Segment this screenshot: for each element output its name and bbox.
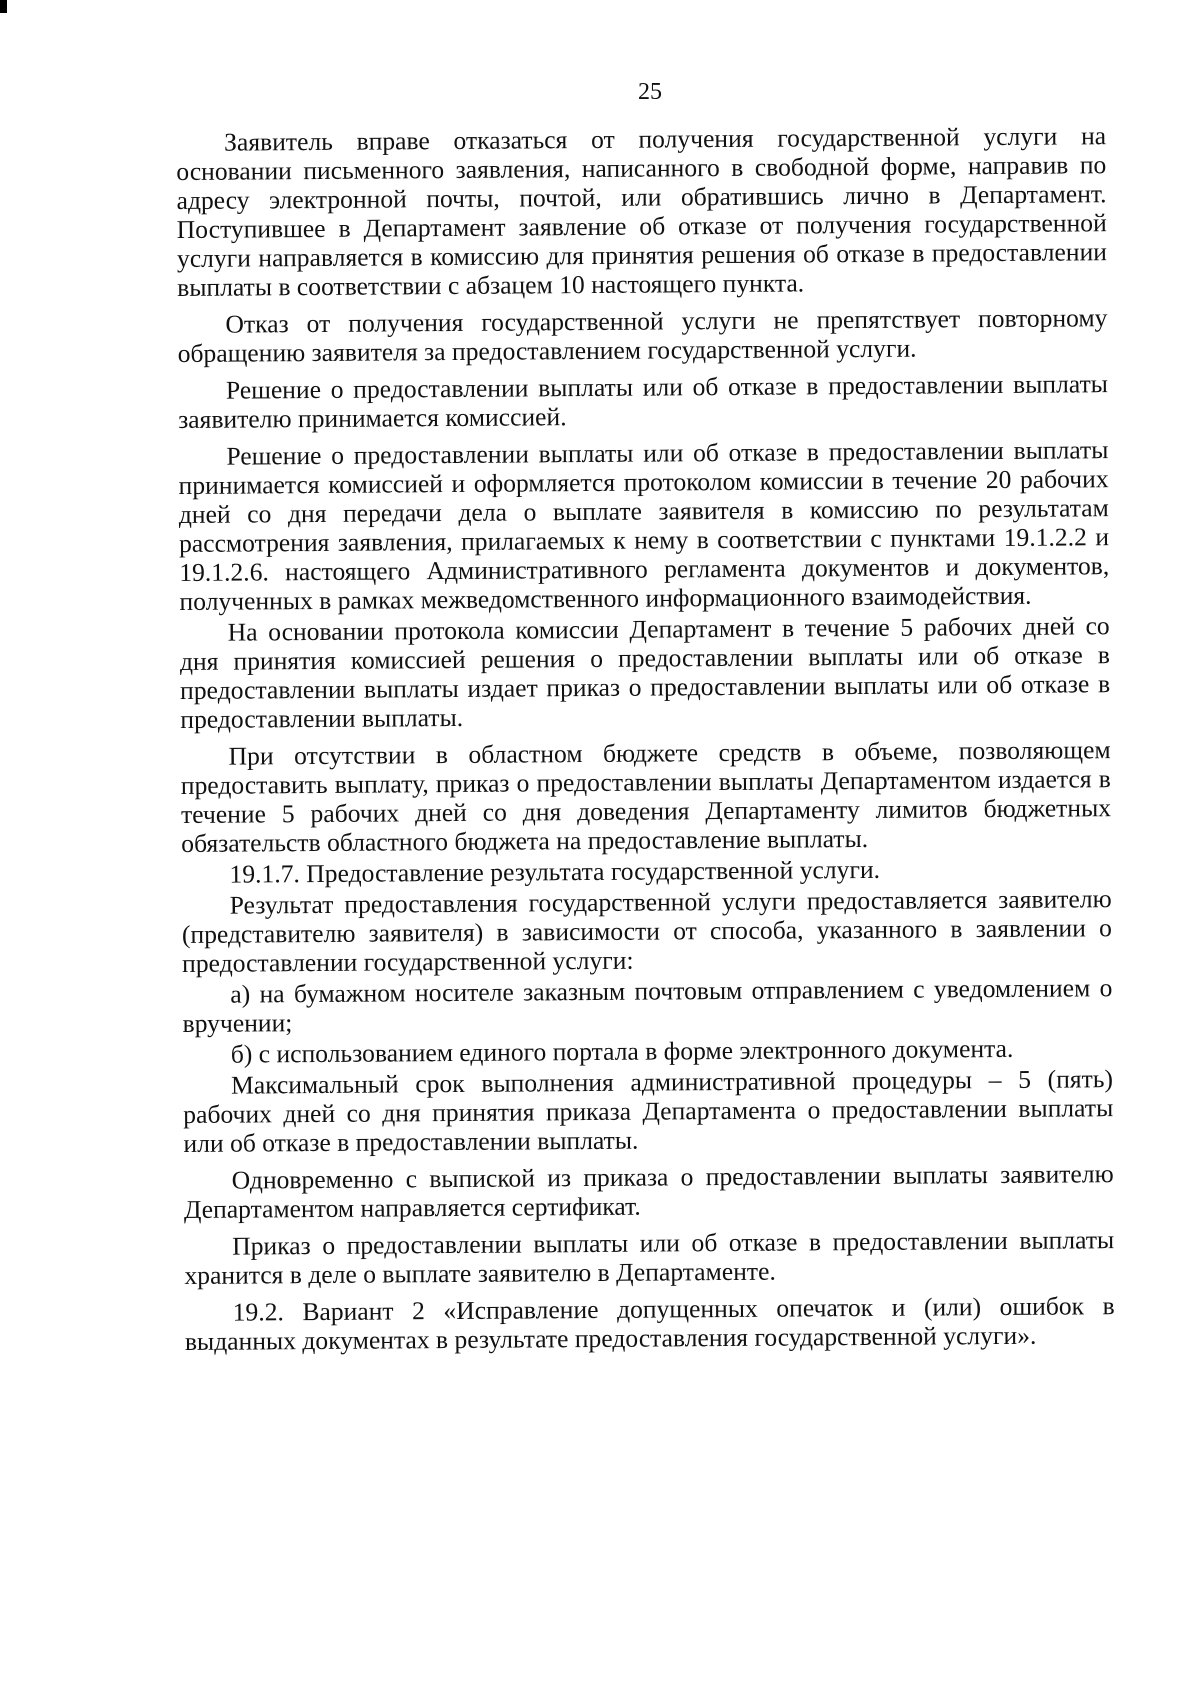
document-body <box>176 121 1115 1364</box>
page-number: 25 <box>638 79 662 105</box>
list-item-electronic: б) с использованием единого портала в форме электронного документа. <box>230 1033 1014 1069</box>
section-heading-19-1-7: 19.1.7. Предоставление результата государственной услуги. <box>229 854 881 889</box>
paragraph-refusal-right: Заявитель вправе отказаться от получения государственной услуги на основании письменного заявления, написанного в свободной форме, направив по адресу электронной почты, почтой, или обратившись лично в Департамент. Поступившее в Департамент заявление об отказе от получения государственной услуги направляется в комиссию для принятия решения об отказе в предоставлении выплаты в соответствии с абзацем 10 настоящего пункта. <box>176 121 1108 302</box>
paragraph-decision-commission: Решение о предоставлении выплаты или об отказе в предоставлении выплаты заявителю принимается комиссией. <box>178 369 1109 434</box>
paragraph-order-storage: Приказ о предоставлении выплаты или об отказе в предоставлении выплаты хранится в деле о выплате заявителю в Департаменте. <box>184 1225 1115 1290</box>
paragraph-result-delivery: Результат предоставления государственной услуги предоставляется заявителю (представителю заявителя) в зависимости от способа, указанного в заявлении о предоставлении государственной услуги: <box>181 884 1112 978</box>
paragraph-budget-limits: При отсутствии в областном бюджете средств в объеме, позволяющем предоставить выплату, приказ о предоставлении выплаты Департаментом издается в течение 5 рабочих дней со дня доведения Департаменту лимитов бюджетных обязательств областного бюджета на предоставление выплаты. <box>180 735 1112 858</box>
scan-edge-mark <box>0 0 7 13</box>
paragraph-decision-protocol: Решение о предоставлении выплаты или об отказе в предоставлении выплаты принимается комиссией и оформляется протоколом комиссии в течение 20 рабочих дней со дня передачи дела о выплате заявителя в комиссию по результатам рассмотрения заявления, прилагаемых к нему в соответствии с пунктами 19.1.2.2 и 19.1.2.6. настоящего Административного регламента документов и документов, полученных в рамках межведомственного информационного взаимодействия. <box>178 435 1110 616</box>
paragraph-max-term: Максимальный срок выполнения административной процедуры – 5 (пять) рабочих дней со дня принятия приказа Департамента о предоставлении выплаты или об отказе в предоставлении выплаты. <box>183 1064 1114 1158</box>
paragraph-order-issue: На основании протокола комиссии Департамент в течение 5 рабочих дней со дня принятия комиссией решения о предоставлении выплаты или об отказе в предоставлении выплаты издает приказ о предоставлении выплаты или об отказе в предоставлении выплаты. <box>179 611 1111 734</box>
section-heading-19-2: 19.2. Вариант 2 «Исправление допущенных опечаток и (или) ошибок в выданных документах в результате предоставления государственной услуги». <box>184 1291 1115 1356</box>
paragraph-certificate: Одновременно с выпиской из приказа о предоставлении выплаты заявителю Департаментом направляется сертификат. <box>183 1159 1114 1224</box>
list-item-paper: а) на бумажном носителе заказным почтовым отправлением с уведомлением о вручении; <box>182 973 1113 1038</box>
paragraph-refusal-no-obstacle: Отказ от получения государственной услуги не препятствует повторному обращению заявителя за предоставлением государственной услуги. <box>177 303 1108 368</box>
